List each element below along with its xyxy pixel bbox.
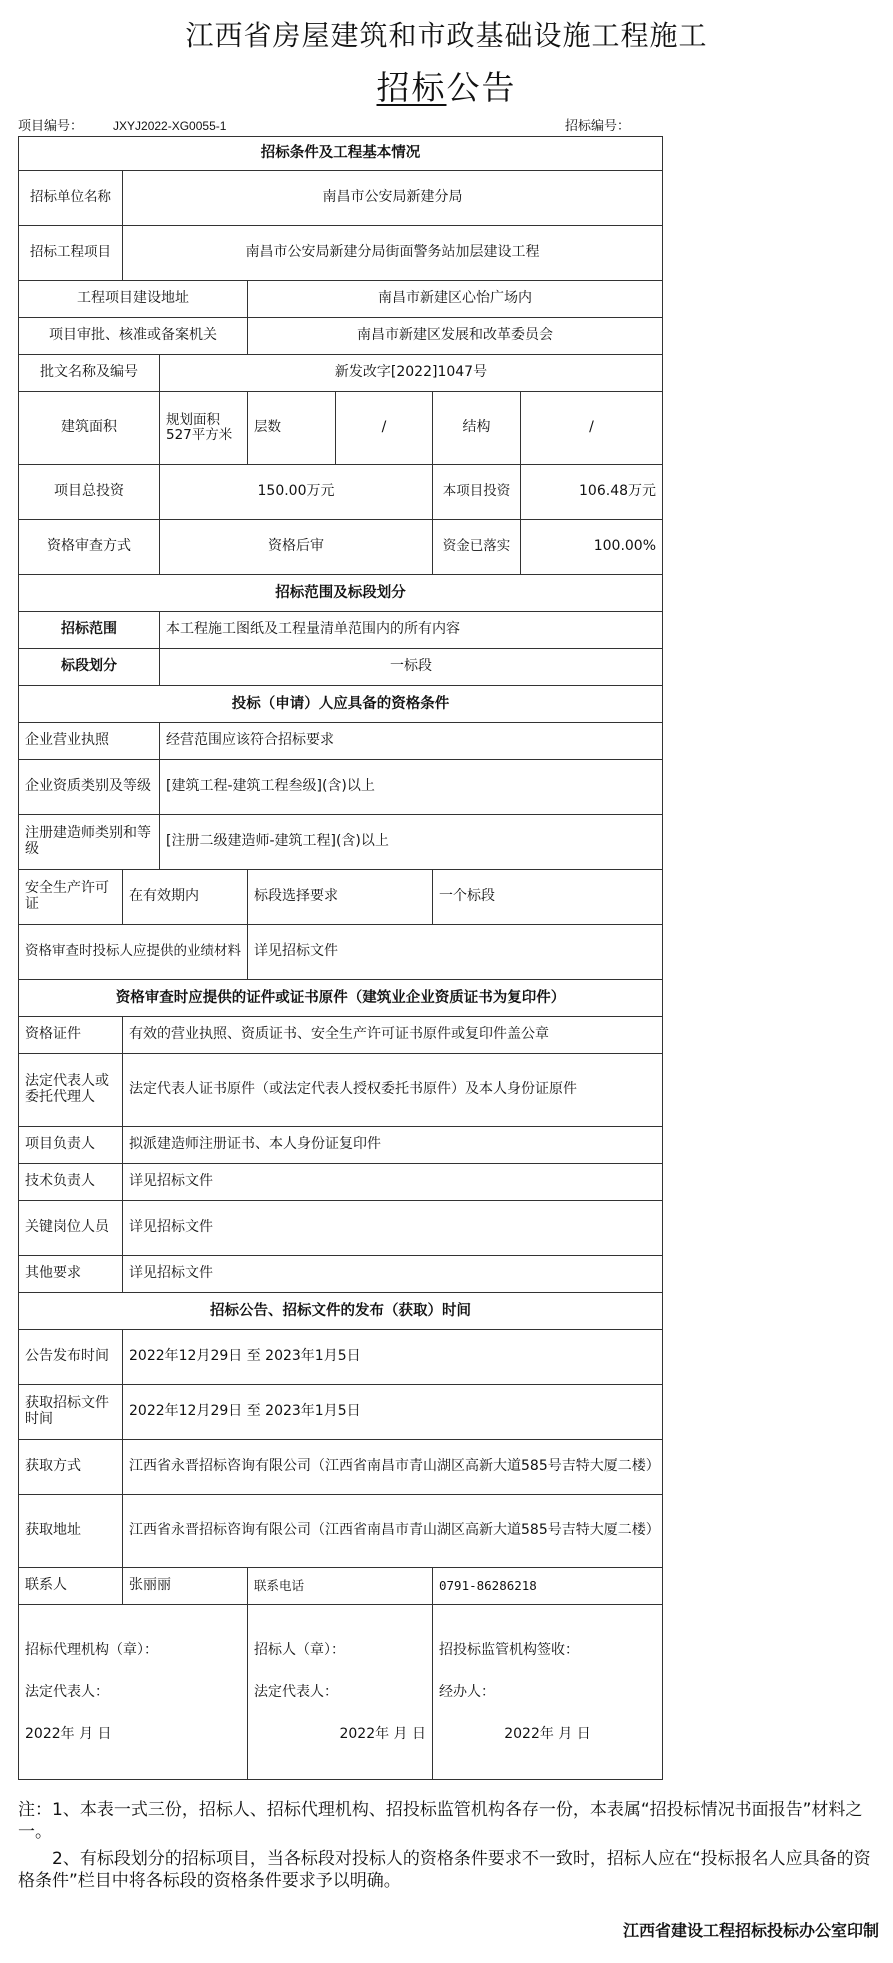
label-contact: 联系人 <box>19 1568 123 1605</box>
value-total-investment: 150.00万元 <box>160 465 433 520</box>
label-qualification: 企业资质类别及等级 <box>19 760 160 815</box>
label-approver: 项目审批、核准或备案机关 <box>19 318 248 355</box>
bid-number: 招标编号： <box>565 119 631 134</box>
value-funds: 100.00% <box>521 520 663 575</box>
note-1: 注：1、本表一式三份，招标人、招标代理机构、招投标监管机构各存一份，本表属“招投标情况书面报告”材料之一。 <box>18 1800 863 1843</box>
value-business-license: 经营范围应该符合招标要求 <box>160 723 663 760</box>
value-obtain-method: 江西省永晋招标咨询有限公司（江西省南昌市青山湖区高新大道585号吉特大厦二楼） <box>123 1440 663 1495</box>
section-header-scope: 招标范围及标段划分 <box>19 575 663 612</box>
value-contact: 张丽丽 <box>123 1568 248 1605</box>
value-phone: 0791-86286218 <box>433 1568 663 1605</box>
agency-date: 2022年 月 日 <box>25 1726 112 1742</box>
label-floors: 层数 <box>248 392 336 465</box>
doc-title-underlined: 招标 <box>376 68 447 107</box>
agency-legal-rep-label: 法定代表人： <box>25 1684 109 1700</box>
value-project-manager: 拟派建造师注册证书、本人身份证复印件 <box>123 1127 663 1164</box>
note-2: 2、有标段划分的招标项目，当各标段对投标人的资格条件要求不一致时，招标人应在“投标报名人应具备的资格条件”栏目中将各标段的资格条件要求予以明确。 <box>18 1848 871 1892</box>
label-site: 工程项目建设地址 <box>19 281 248 318</box>
section-header-documents: 资格审查时应提供的证件或证书原件（建筑业企业资质证书为复印件） <box>19 980 663 1017</box>
value-key-staff: 详见招标文件 <box>123 1201 663 1256</box>
label-scope: 招标范围 <box>19 612 160 649</box>
value-lots: 一标段 <box>160 649 663 686</box>
label-obtain-time: 获取招标文件时间 <box>19 1385 123 1440</box>
value-area: 规划面积527平方米 <box>160 392 248 465</box>
value-project-investment: 106.48万元 <box>521 465 663 520</box>
label-tenderer: 招标单位名称 <box>19 171 123 226</box>
label-tech-lead: 技术负责人 <box>19 1164 123 1201</box>
label-key-staff: 关键岗位人员 <box>19 1201 123 1256</box>
section-header-basic: 招标条件及工程基本情况 <box>19 137 663 171</box>
tenderer-seal-label: 招标人（章）： <box>254 1642 345 1658</box>
value-certificates: 有效的营业执照、资质证书、安全生产许可证书原件或复印件盖公章 <box>123 1017 663 1054</box>
label-certificates: 资格证件 <box>19 1017 123 1054</box>
value-performance-materials: 详见招标文件 <box>248 925 663 980</box>
printed-by: 江西省建设工程招标投标办公室印制 <box>622 1921 879 1940</box>
label-lot-selection: 标段选择要求 <box>248 870 433 925</box>
section-header-qualifications: 投标（申请）人应具备的资格条件 <box>19 686 663 723</box>
label-structure: 结构 <box>433 392 521 465</box>
signature-agency <box>19 1605 248 1780</box>
label-area: 建筑面积 <box>19 392 160 465</box>
label-review-method: 资格审查方式 <box>19 520 160 575</box>
label-project-investment: 本项目投资 <box>433 465 521 520</box>
project-number: 项目编号： JXYJ2022-XG0055-1 <box>18 119 227 134</box>
label-obtain-method: 获取方式 <box>19 1440 123 1495</box>
project-number-value: JXYJ2022-XG0055-1 <box>113 119 227 133</box>
signature-tenderer <box>248 1605 433 1780</box>
label-other-requirements: 其他要求 <box>19 1256 123 1293</box>
doc-title-line1: 江西省房屋建筑和市政基础设施工程施工 <box>185 19 708 52</box>
tenderer-date: 2022年 月 日 <box>339 1726 426 1742</box>
value-obtain-address: 江西省永晋招标咨询有限公司（江西省南昌市青山湖区高新大道585号吉特大厦二楼） <box>123 1495 663 1568</box>
agency-seal-label: 招标代理机构（章）： <box>25 1642 158 1658</box>
label-total-investment: 项目总投资 <box>19 465 160 520</box>
value-structure: / <box>521 392 663 465</box>
supervisor-receipt-label: 招投标监管机构签收： <box>439 1642 579 1658</box>
value-tech-lead: 详见招标文件 <box>123 1164 663 1201</box>
label-safety-permit: 安全生产许可证 <box>19 870 123 925</box>
label-business-license: 企业营业执照 <box>19 723 160 760</box>
value-other-requirements: 详见招标文件 <box>123 1256 663 1293</box>
value-approver: 南昌市新建区发展和改革委员会 <box>248 318 663 355</box>
signature-supervisor <box>433 1605 663 1780</box>
supervisor-handler-label: 经办人： <box>439 1684 495 1700</box>
value-builder: [注册二级建造师-建筑工程](含)以上 <box>160 815 663 870</box>
label-legal-rep: 法定代表人或委托代理人 <box>19 1054 123 1127</box>
label-phone: 联系电话 <box>248 1568 433 1605</box>
value-lot-selection: 一个标段 <box>433 870 663 925</box>
tenderer-legal-rep-label: 法定代表人： <box>254 1684 338 1700</box>
label-obtain-address: 获取地址 <box>19 1495 123 1568</box>
notes <box>18 1799 880 1893</box>
value-safety-permit: 在有效期内 <box>123 870 248 925</box>
value-project: 南昌市公安局新建分局街面警务站加层建设工程 <box>123 226 663 281</box>
value-tenderer: 南昌市公安局新建分局 <box>123 171 663 226</box>
value-scope: 本工程施工图纸及工程量清单范围内的所有内容 <box>160 612 663 649</box>
value-obtain-time: 2022年12月29日 至 2023年1月5日 <box>123 1385 663 1440</box>
value-floors: / <box>336 392 433 465</box>
value-legal-rep: 法定代表人证书原件（或法定代表人授权委托书原件）及本人身份证原件 <box>123 1054 663 1127</box>
label-lots: 标段划分 <box>19 649 160 686</box>
label-performance-materials: 资格审查时投标人应提供的业绩材料 <box>19 925 248 980</box>
value-approval-doc: 新发改字[2022]1047号 <box>160 355 663 392</box>
section-header-schedule: 招标公告、招标文件的发布（获取）时间 <box>19 1293 663 1330</box>
doc-title-line2 <box>0 62 893 109</box>
announcement-table <box>18 136 663 1780</box>
label-publish-time: 公告发布时间 <box>19 1330 123 1385</box>
value-publish-time: 2022年12月29日 至 2023年1月5日 <box>123 1330 663 1385</box>
label-builder: 注册建造师类别和等级 <box>19 815 160 870</box>
label-approval-doc: 批文名称及编号 <box>19 355 160 392</box>
label-project-manager: 项目负责人 <box>19 1127 123 1164</box>
label-project: 招标工程项目 <box>19 226 123 281</box>
value-review-method: 资格后审 <box>160 520 433 575</box>
value-site: 南昌市新建区心怡广场内 <box>248 281 663 318</box>
doc-title-rest: 公告 <box>446 68 517 107</box>
label-funds: 资金已落实 <box>433 520 521 575</box>
value-qualification: [建筑工程-建筑工程叁级](含)以上 <box>160 760 663 815</box>
supervisor-date: 2022年 月 日 <box>504 1726 591 1742</box>
